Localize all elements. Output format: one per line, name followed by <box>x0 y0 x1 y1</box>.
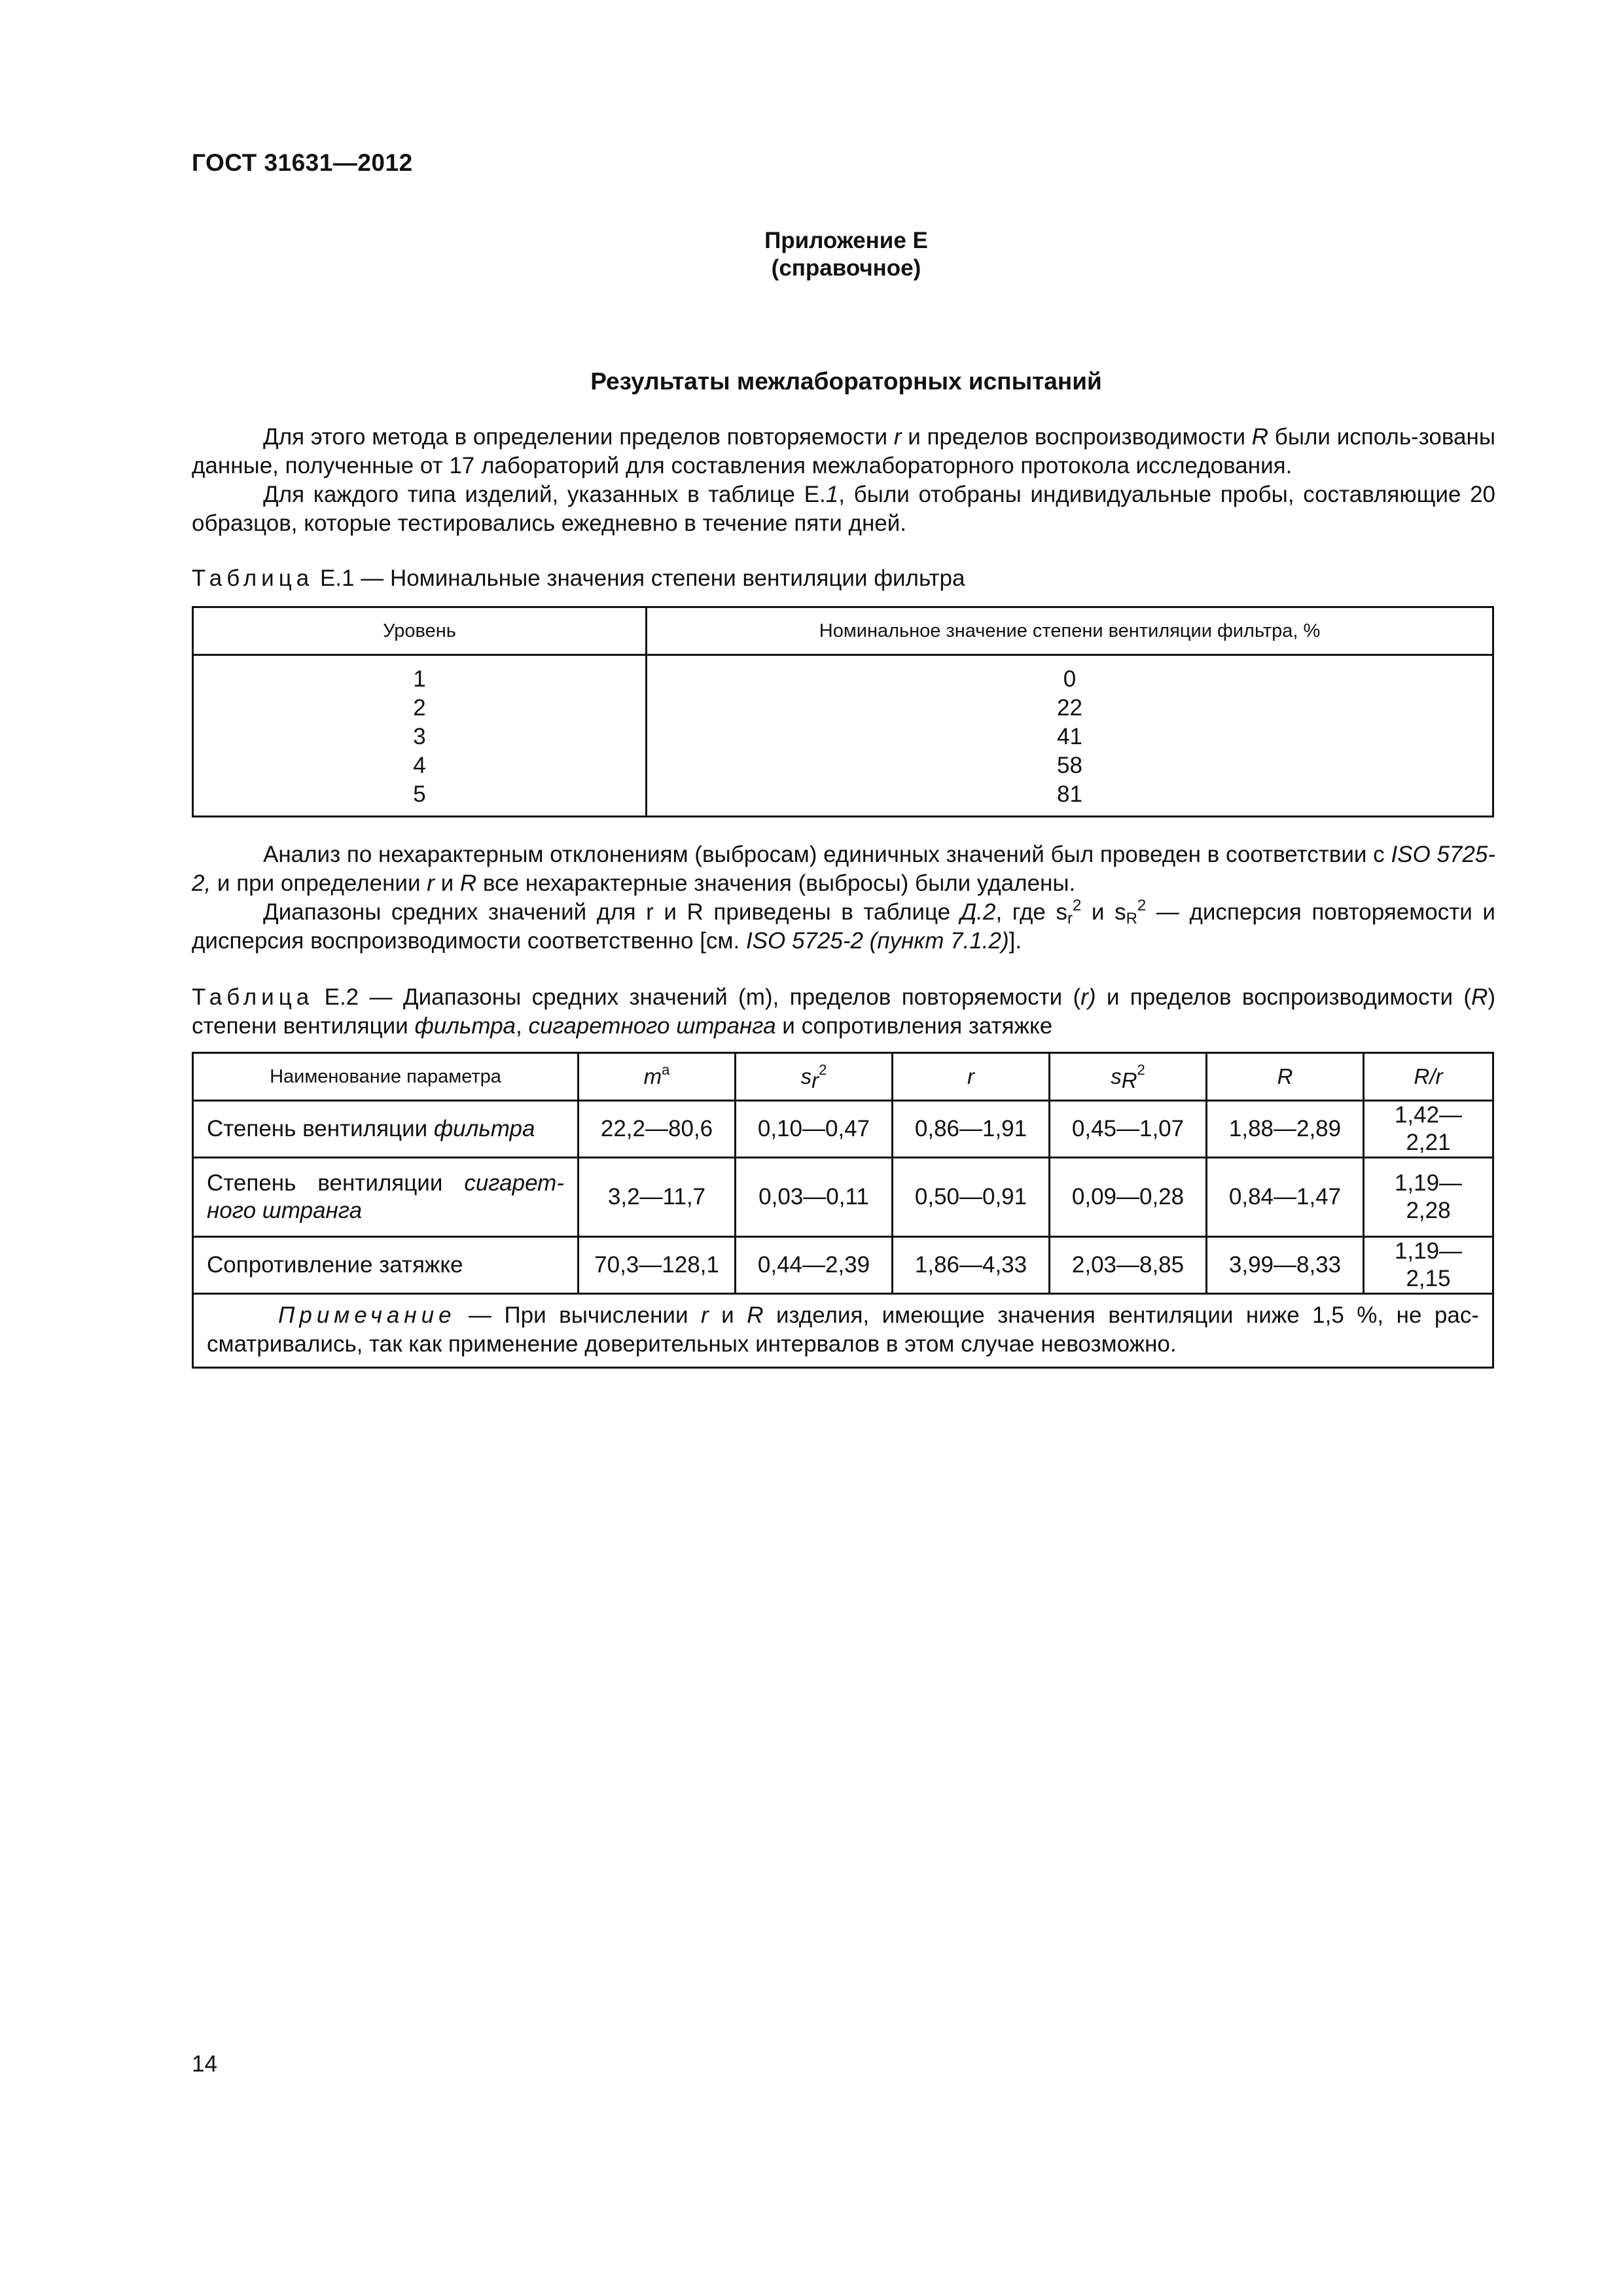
table-cell: 58 <box>1057 753 1082 778</box>
table-cell: Степень вентиляции сигарет-ного штранга <box>193 1158 579 1237</box>
table-cell: 0,10—0,47 <box>736 1101 893 1158</box>
table-cell: 4 <box>413 753 426 778</box>
table-row <box>193 1237 1493 1294</box>
standard-code: ГОСТ 31631—2012 <box>192 149 413 176</box>
table-row <box>193 1101 1493 1158</box>
analysis-paragraph-2: Диапазоны средних значений для r и R приведены в таблице Д.2, где $s_r^2$ и $s_R^2$ — дисперсия повторяемости и дисперсия воспроизводимости соответственно [см. ISO 5725-2 (пункт 7.1.2)]. <box>192 897 1495 954</box>
table-cell: 2,03—8,85 <box>1050 1237 1207 1294</box>
table-cell: 22 <box>1057 695 1082 721</box>
table1-levels-cell <box>193 660 647 817</box>
table-cell: 1,19—2,28 <box>1364 1158 1493 1237</box>
table-cell: 81 <box>1057 781 1082 807</box>
table2-header-R: R <box>1207 1053 1364 1101</box>
table-cell: 3,2—11,7 <box>579 1158 736 1237</box>
table-note-row <box>193 1294 1493 1368</box>
table-cell: 2 <box>413 695 426 721</box>
table-cell: 1 <box>413 666 426 692</box>
table-cell: 5 <box>413 781 426 807</box>
table1-caption: Таблица Е.1 — Номинальные значения степени вентиляции фильтра <box>192 565 965 591</box>
page-number: 14 <box>192 2051 217 2077</box>
table-cell: Степень вентиляции фильтра <box>193 1101 579 1158</box>
table1-values-cell <box>647 660 1493 817</box>
table-cell: 0,45—1,07 <box>1050 1101 1207 1158</box>
table-cell: 3,99—8,33 <box>1207 1237 1364 1294</box>
appendix-kind: (справочное) <box>771 255 921 281</box>
table2-header-m: $m^a$ <box>579 1053 736 1101</box>
table-cell: 0,86—1,91 <box>893 1101 1050 1158</box>
table-cell: 0,09—0,28 <box>1050 1158 1207 1237</box>
analysis-paragraph-1: Анализ по нехарактерным отклонениям (выбросам) единичных значений был проведен в соответствии с ISO 5725-2, и при определении r и R все нехарактерные значения (выбросы) были удалены. <box>192 842 1495 896</box>
table-cell: 0,84—1,47 <box>1207 1158 1364 1237</box>
table-cell: Сопротивление затяжке <box>193 1237 579 1294</box>
table1-header-value: Номинальное значение степени вентиляции фильтра, % <box>647 607 1493 655</box>
table2-header-sr2: $s_r^2$ <box>736 1053 893 1101</box>
table-cell: 3 <box>413 724 426 749</box>
table1-header-level: Уровень <box>193 607 647 655</box>
table-cell: 0 <box>1063 666 1077 692</box>
table-e2 <box>192 1052 1494 1369</box>
table-cell: 22,2—80,6 <box>579 1101 736 1158</box>
table2-header-sR2: $s_R^2$ <box>1050 1053 1207 1101</box>
table2-caption: Таблица Е.2 — Диапазоны средних значений (m), пределов повторяемости (r) и пределов воспроизводимости (R) степени вентиляции фильтра, сигаретного штранга и сопротивления затяжке <box>192 984 1495 1039</box>
table-cell: 0,03—0,11 <box>736 1158 893 1237</box>
table-cell: 1,42—2,21 <box>1364 1101 1493 1158</box>
intro-paragraph-2: Для каждого типа изделий, указанных в таблице Е.1, были отобраны индивидуальные пробы, составляющие 20 образцов, которые тестировались ежедневно в течение пяти дней. <box>192 482 1495 536</box>
table-cell: 1,88—2,89 <box>1207 1101 1364 1158</box>
appendix-title: Приложение Е <box>764 228 928 253</box>
intro-paragraph-1: Для этого метода в определении пределов повторяемости r и пределов воспроизводимости R были исполь-зованы данные, полученные от 17 лабораторий для составления межлабораторного протокола исследования. <box>192 424 1495 478</box>
table2-header-Rr: R/r <box>1364 1053 1493 1101</box>
table-cell: 41 <box>1057 724 1082 749</box>
table-note: Примечание — При вычислении r и R изделия, имеющие значения вентиляции ниже 1,5 %, не рас-сматривались, так как применение доверительных интервалов в этом случае невозможно. <box>193 1294 1493 1368</box>
table2-header-r: r <box>893 1053 1050 1101</box>
table2-header-name: Наименование параметра <box>193 1053 579 1101</box>
table-row <box>193 1158 1493 1237</box>
table-cell: 70,3—128,1 <box>579 1237 736 1294</box>
table-e1 <box>192 606 1494 817</box>
table-cell: 0,50—0,91 <box>893 1158 1050 1237</box>
table-cell: 1,19—2,15 <box>1364 1237 1493 1294</box>
table-cell: 1,86—4,33 <box>893 1237 1050 1294</box>
section-title: Результаты межлабораторных испытаний <box>590 368 1102 395</box>
table-cell: 0,44—2,39 <box>736 1237 893 1294</box>
